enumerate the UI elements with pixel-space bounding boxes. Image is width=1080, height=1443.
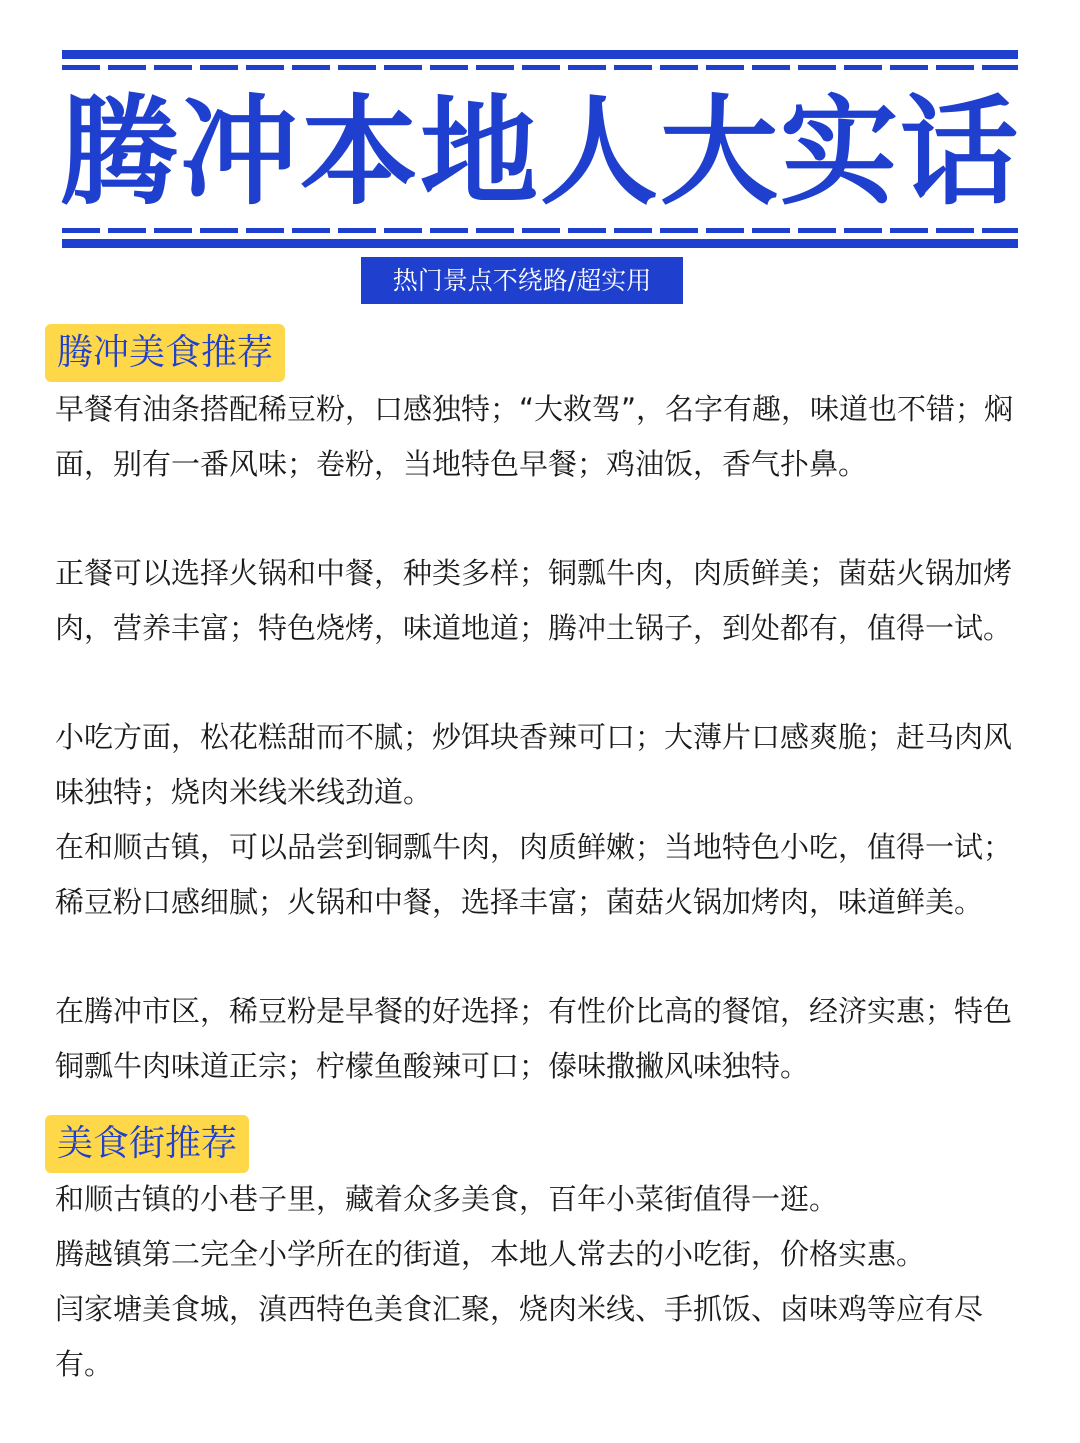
section-heading-food-street: 美食街推荐 <box>45 1115 249 1173</box>
paragraph-city-area: 在腾冲市区，稀豆粉是早餐的好选择；有性价比高的餐馆，经济实惠；特色铜瓢牛肉味道正宗；柠檬鱼酸辣可口；傣味撒撇风味独特。 <box>55 994 1013 1083</box>
section-heading-food: 腾冲美食推荐 <box>45 324 285 382</box>
header-top-dashed-rule <box>62 65 1018 70</box>
paragraph-heshun-alley: 和顺古镇的小巷子里，藏着众多美食，百年小菜街值得一逛。 <box>55 1182 839 1216</box>
paragraph-snacks: 小吃方面，松花糕甜而不腻；炒饵块香辣可口；大薄片口感爽脆；赶马肉风味独特；烧肉米线米线劲道。 <box>55 720 1013 809</box>
header-bottom-solid-rule <box>62 239 1018 248</box>
paragraph-heshun-town: 在和顺古镇，可以品尝到铜瓢牛肉，肉质鲜嫩；当地特色小吃，值得一试；稀豆粉口感细腻；火锅和中餐，选择丰富；菌菇火锅加烤肉，味道鲜美。 <box>55 830 1013 919</box>
header-top-solid-rule <box>62 50 1018 59</box>
header-bottom-dashed-rule <box>62 228 1018 233</box>
paragraph-tengyue-street: 腾越镇第二完全小学所在的街道，本地人常去的小吃街，价格实惠。 <box>55 1237 926 1271</box>
page-title: 腾冲本地人大实话 <box>59 83 1020 221</box>
paragraph-main-meal: 正餐可以选择火锅和中餐，种类多样；铜瓢牛肉，肉质鲜美；菌菇火锅加烤肉，营养丰富；特色烧烤，味道地道；腾冲土锅子，到处都有，值得一试。 <box>55 556 1013 645</box>
paragraph-breakfast: 早餐有油条搭配稀豆粉，口感独特；“大救驾”，名字有趣，味道也不错；焖面，别有一番风味；卷粉，当地特色早餐；鸡油饭，香气扑鼻。 <box>55 392 1014 481</box>
paragraph-yanjiatang: 闫家塘美食城，滇西特色美食汇聚，烧肉米线、手抓饭、卤味鸡等应有尽有。 <box>55 1292 984 1381</box>
subtitle-badge: 热门景点不绕路/超实用 <box>361 257 683 304</box>
